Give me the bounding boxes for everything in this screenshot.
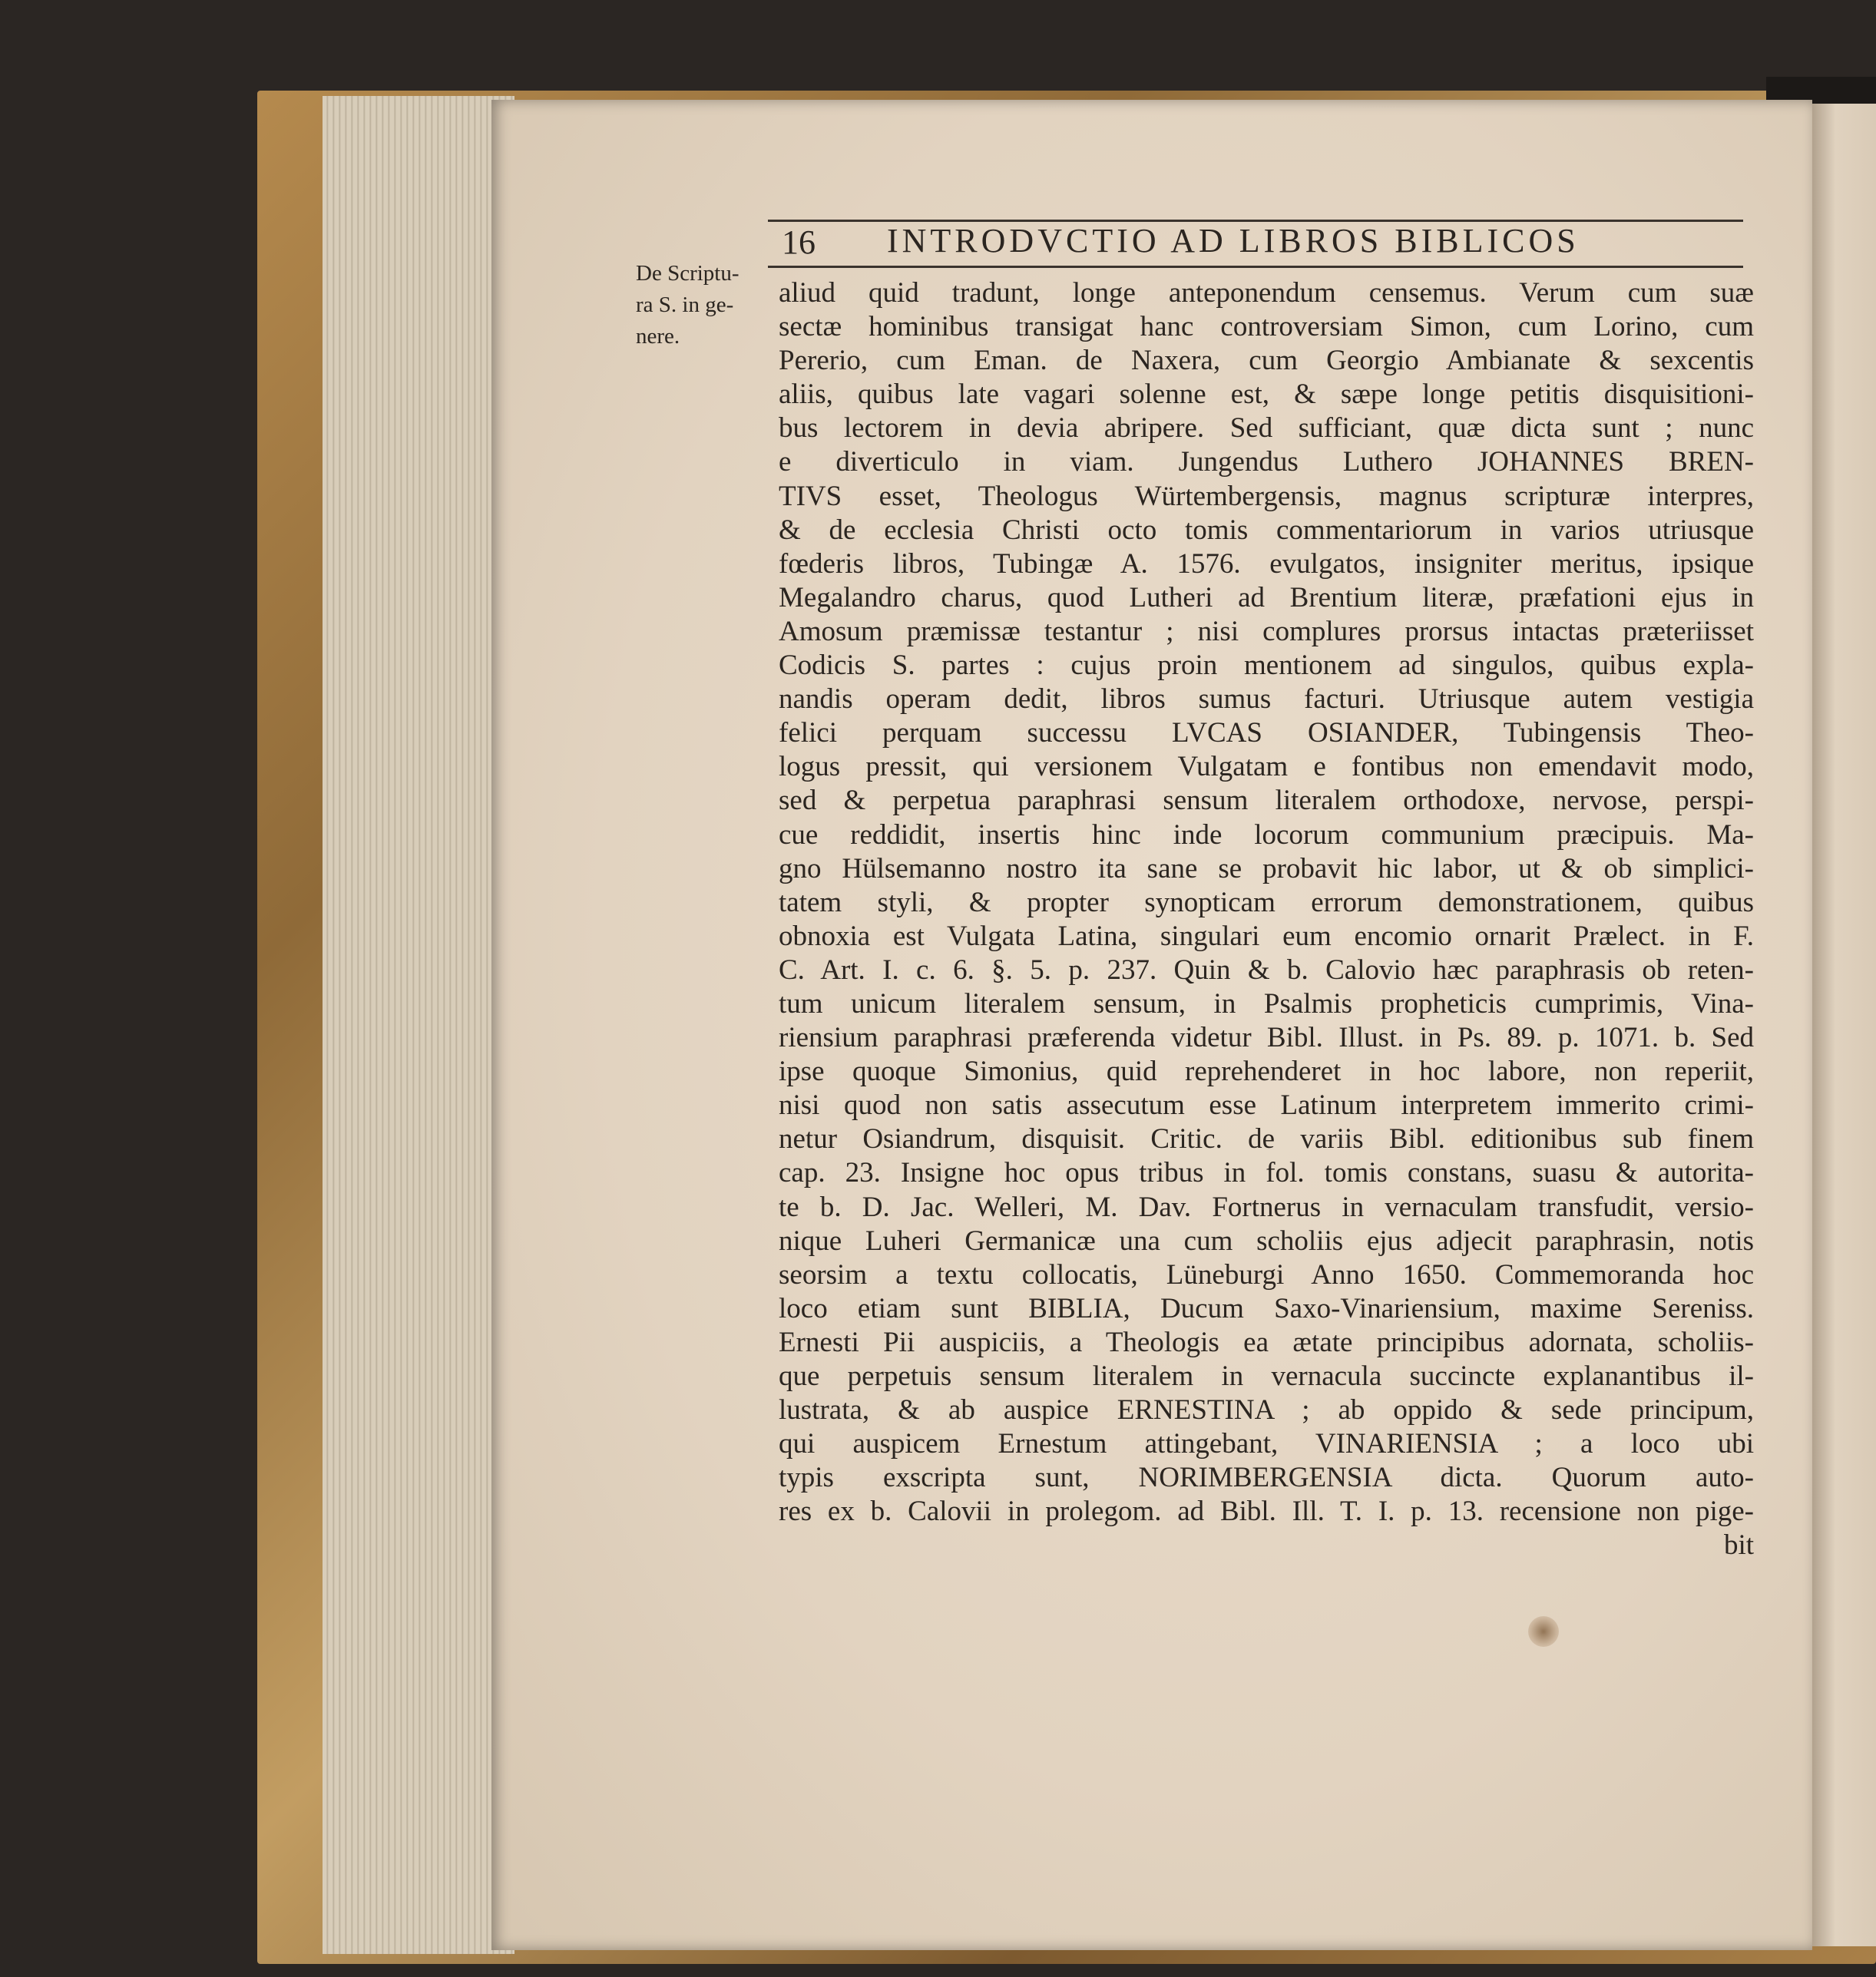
text-line: gno Hülsemanno nostro ita sane se probavit hic labor, ut & ob simplici- xyxy=(779,852,1754,884)
page-number: 16 xyxy=(782,223,816,261)
text-line: Codicis S. partes : cujus proin mentionem ad singulos, quibus expla- xyxy=(779,650,1754,682)
marginal-note xyxy=(636,258,766,352)
text-line: nisi quod non satis assecutum esse Latinum interpretem immerito crimi- xyxy=(779,1089,1754,1122)
text-line: Megalandro charus, quod Lutheri ad Brentium literæ, præfationi ejus in xyxy=(779,581,1754,613)
text-line: te b. D. Jac. Welleri, M. Dav. Fortnerus in vernaculam transfudit, versio- xyxy=(779,1191,1754,1223)
text-line: sed & perpetua paraphrasi sensum literalem orthodoxe, nervose, perspi- xyxy=(779,785,1754,817)
text-line: nique Luheri Germanicæ una cum scholiis ejus adjecit paraphrasin, notis xyxy=(779,1225,1754,1257)
text-line: seorsim a textu collocatis, Lüneburgi Anno 1650. Commemoranda hoc xyxy=(779,1258,1754,1291)
text-line: aliis, quibus late vagari solenne est, & sæpe longe petitis disquisitioni- xyxy=(779,379,1754,411)
text-line: Amosum præmissæ testantur ; nisi complures prorsus intactas præteriisset xyxy=(779,615,1754,647)
body-text xyxy=(779,276,1754,1563)
text-line: sectæ hominibus transigat hanc controversiam Simon, cum Lorino, cum xyxy=(779,311,1754,343)
catchword: bit xyxy=(1723,1529,1754,1562)
text-line: nandis operam dedit, libros sumus facturi. Utriusque autem vestigia xyxy=(779,683,1754,716)
text-line: aliud quid tradunt, longe anteponendum censemus. Verum cum suæ xyxy=(779,277,1754,309)
text-line: netur Osiandrum, disquisit. Critic. de variis Bibl. editionibus sub finem xyxy=(779,1123,1754,1155)
text-line: Pererio, cum Eman. de Naxera, cum Georgio Ambianate & sexcentis xyxy=(779,345,1754,377)
text-line: & de ecclesia Christi octo tomis commentariorum in varios utriusque xyxy=(779,514,1754,546)
text-line: loco etiam sunt BIBLIA, Ducum Saxo-Vinariensium, maxime Sereniss. xyxy=(779,1292,1754,1324)
marginal-note-line: nere. xyxy=(636,324,680,349)
running-head: INTRODVCTIO AD LIBROS BIBLICOS xyxy=(887,222,1580,260)
text-line: res ex b. Calovii in prolegom. ad Bibl. Ill. T. I. p. 13. recensione non pige- xyxy=(779,1496,1754,1528)
text-line: ipse quoque Simonius, quid reprehenderet in hoc labore, non reperiit, xyxy=(779,1056,1754,1088)
text-line: felici perquam successu LVCAS OSIANDER, Tubingensis Theo- xyxy=(779,717,1754,749)
text-line: qui auspicem Ernestum attingebant, VINARIENSIA ; a loco ubi xyxy=(779,1428,1754,1460)
text-line: bus lectorem in devia abripere. Sed sufficiant, quæ dicta sunt ; nunc xyxy=(779,412,1754,445)
text-line: tum unicum literalem sensum, in Psalmis propheticis cumprimis, Vina- xyxy=(779,987,1754,1020)
text-line: riensium paraphrasi præferenda videtur Bibl. Illust. in Ps. 89. p. 1071. b. Sed xyxy=(779,1022,1754,1054)
text-line: Ernesti Pii auspiciis, a Theologis ea ætate principibus adornata, scholiis- xyxy=(779,1326,1754,1358)
text-line: cap. 23. Insigne hoc opus tribus in fol. tomis constans, suasu & autorita- xyxy=(779,1157,1754,1189)
text-line: typis exscripta sunt, NORIMBERGENSIA dicta. Quorum auto- xyxy=(779,1462,1754,1494)
header-rule-bottom xyxy=(768,266,1743,268)
text-line: TIVS esset, Theologus Würtembergensis, magnus scripturæ interpres, xyxy=(779,480,1754,512)
text-line: C. Art. I. c. 6. §. 5. p. 237. Quin & b. Calovio hæc paraphrasis ob reten- xyxy=(779,954,1754,986)
facing-page-edge xyxy=(1808,104,1876,1946)
page-stack-edges xyxy=(323,96,514,1954)
text-line: lustrata, & ab auspice ERNESTINA ; ab oppido & sede principum, xyxy=(779,1394,1754,1427)
text-line: obnoxia est Vulgata Latina, singulari eum encomio ornarit Prælect. in F. xyxy=(779,920,1754,952)
paper-stain xyxy=(1528,1616,1559,1647)
text-line: e diverticulo in viam. Jungendus Luthero JOHANNES BREN- xyxy=(779,446,1754,478)
text-line: que perpetuis sensum literalem in vernacula succincte explanantibus il- xyxy=(779,1360,1754,1392)
text-line: tatem styli, & propter synopticam errorum demonstrationem, quibus xyxy=(779,886,1754,918)
text-line: logus pressit, qui versionem Vulgatam e fontibus non emendavit modo, xyxy=(779,751,1754,783)
text-line: cue reddidit, insertis hinc inde locorum communium præcipuis. Ma- xyxy=(779,818,1754,851)
text-line: fœderis libros, Tubingæ A. 1576. evulgatos, insigniter meritus, ipsique xyxy=(779,547,1754,580)
marginal-note-line: De Scriptu- xyxy=(636,261,739,286)
marginal-note-line: ra S. in ge- xyxy=(636,293,734,317)
